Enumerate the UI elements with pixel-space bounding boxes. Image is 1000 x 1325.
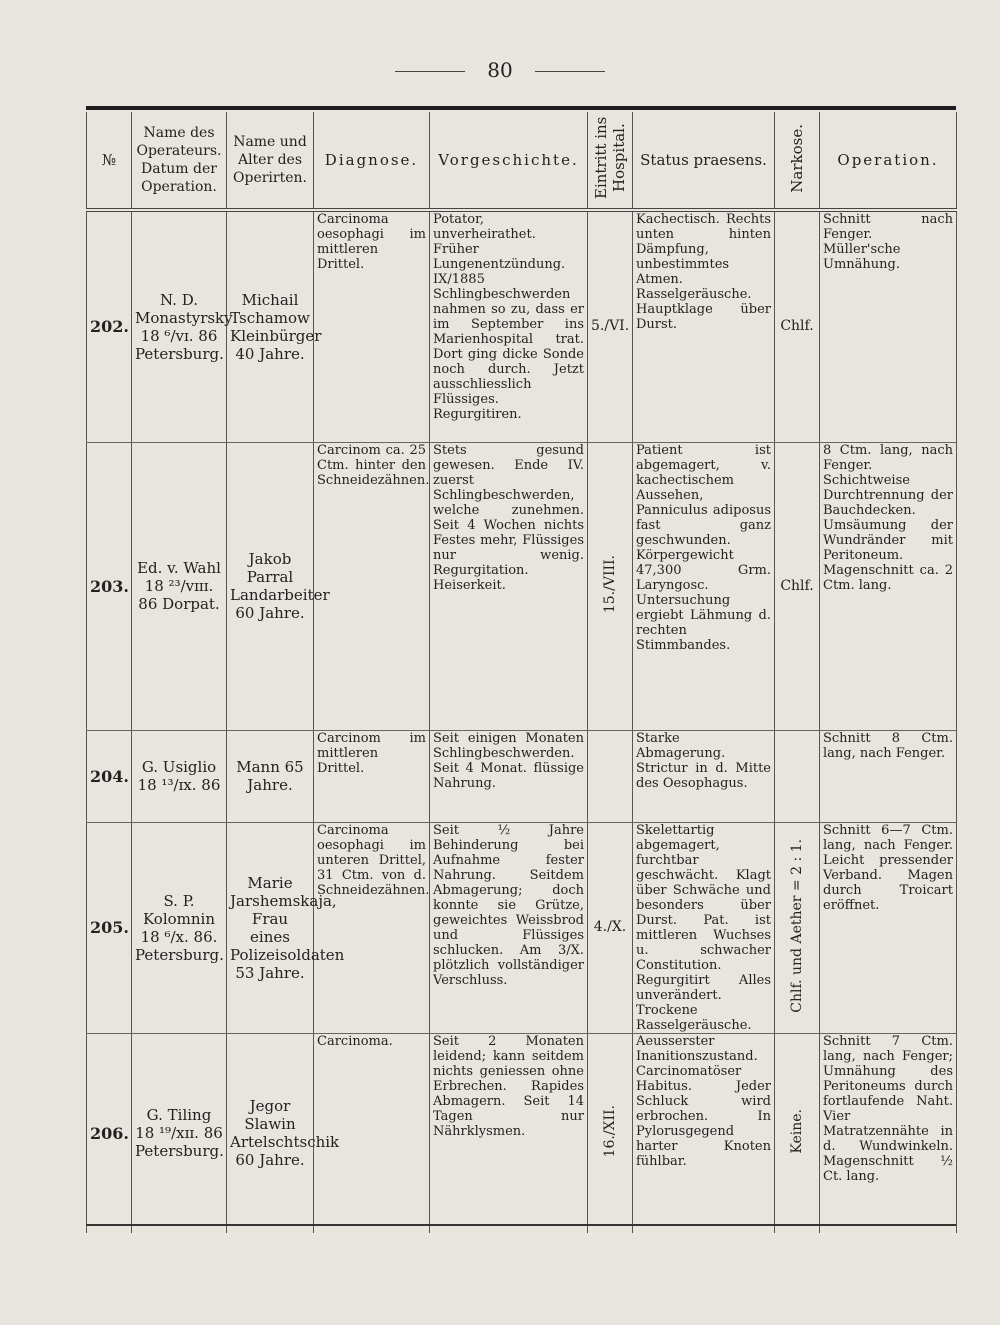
header-operator: Name des Operateurs. Datum der Operation. bbox=[132, 112, 227, 210]
row-diagnose: Carcinoma. bbox=[314, 1033, 430, 1233]
table-row bbox=[87, 442, 957, 730]
row-narcosis-text: Keine. bbox=[788, 1108, 805, 1154]
row-status: Skelettartig abgemagert, furchtbar geschwächt. Klagt über Schwäche und besonders über Durst. Pat. ist mittleren Wuchses u. schwacher Constitution. Regurgitirt Alles unverändert. Trockene Rasselgeräusche. bbox=[633, 822, 775, 1033]
row-patient: Michail Tschamow Kleinbürger 40 Jahre. bbox=[227, 210, 314, 442]
row-history: Seit einigen Monaten Schlingbeschwerden. Seit 4 Monat. flüssige Nahrung. bbox=[430, 730, 588, 822]
row-admission: 5./VI. bbox=[588, 210, 633, 442]
table-row bbox=[87, 730, 957, 822]
operations-table-wrapper bbox=[86, 106, 956, 1226]
row-admission bbox=[588, 442, 633, 730]
header-status: Status praesens. bbox=[633, 112, 775, 210]
table-row bbox=[87, 210, 957, 442]
row-operator: G. Usiglio 18 ¹³/ɪx. 86 bbox=[132, 730, 227, 822]
row-history: Potator, unverheirathet. Früher Lungenentzündung. IX/1885 Schlingbeschwerden nahmen so zu, dass er im September ins Marienhospital trat. Dort ging dicke Sonde noch durch. Jetzt ausschliesslich Flüssiges. Regurgitiren. bbox=[430, 210, 588, 442]
table-top-rule bbox=[86, 106, 956, 110]
row-number: 202. bbox=[87, 210, 132, 442]
row-patient: Mann 65 Jahre. bbox=[227, 730, 314, 822]
header-narcosis-text: Narkose. bbox=[788, 123, 806, 193]
row-narcosis bbox=[775, 730, 820, 822]
table-row bbox=[87, 1033, 957, 1233]
row-diagnose: Carcinoma oesophagi im mittleren Drittel. bbox=[314, 210, 430, 442]
row-diagnose: Carcinom ca. 25 Ctm. hinter den Schneidezähnen. bbox=[314, 442, 430, 730]
row-narcosis bbox=[775, 822, 820, 1033]
row-history: Stets gesund gewesen. Ende IV. zuerst Schlingbeschwerden, welche zunehmen. Seit 4 Wochen nichts Festes mehr, Flüssiges nur wenig. Regurgitation. Heiserkeit. bbox=[430, 442, 588, 730]
table-header-row bbox=[87, 112, 957, 210]
row-number: 206. bbox=[87, 1033, 132, 1233]
row-operator: G. Tiling 18 ¹⁹/xɪɪ. 86 Petersburg. bbox=[132, 1033, 227, 1233]
row-narcosis: Chlf. bbox=[775, 210, 820, 442]
row-admission bbox=[588, 1033, 633, 1233]
page-number-text: 80 bbox=[487, 58, 513, 82]
row-narcosis-text: Chlf. und Aether = 2 : 1. bbox=[788, 838, 805, 1013]
row-operator: S. P. Kolomnin 18 ⁶/x. 86. Petersburg. bbox=[132, 822, 227, 1033]
header-patient: Name und Alter des Operirten. bbox=[227, 112, 314, 210]
row-number: 205. bbox=[87, 822, 132, 1033]
row-status: Kachectisch. Rechts unten hinten Dämpfung, unbestimmtes Atmen. Rasselgeräusche. Hauptklage über Durst. bbox=[633, 210, 775, 442]
row-status: Patient ist abgemagert, v. kachectischem Aussehen, Panniculus adiposus fast ganz geschwunden. Körpergewicht 47,300 Grm. Laryngosc. Untersuchung ergiebt Lähmung d. rechten Stimmbandes. bbox=[633, 442, 775, 730]
row-operation: Schnitt 7 Ctm. lang, nach Fenger; Umnähung des Peritoneums durch fortlaufende Naht. Vier Matratzennähte in d. Wundwinkeln. Magenschnitt ½ Ct. lang. bbox=[820, 1033, 957, 1233]
row-status: Starke Abmagerung. Strictur in d. Mitte des Oesophagus. bbox=[633, 730, 775, 822]
row-admission-text: 15./VIII. bbox=[601, 554, 618, 614]
page-number-rule-right bbox=[535, 71, 605, 72]
row-narcosis: Chlf. bbox=[775, 442, 820, 730]
row-patient: Jegor Slawin Artelschtschik 60 Jahre. bbox=[227, 1033, 314, 1233]
row-number: 204. bbox=[87, 730, 132, 822]
row-operation: Schnitt 6—7 Ctm. lang, nach Fenger. Leicht pressender Verband. Magen durch Troicart eröffnet. bbox=[820, 822, 957, 1033]
row-status: Aeusserster Inanitionszustand. Carcinomatöser Habitus. Jeder Schluck wird erbrochen. In Pylorusgegend harter Knoten fühlbar. bbox=[633, 1033, 775, 1233]
row-number: 203. bbox=[87, 442, 132, 730]
operations-table bbox=[86, 112, 957, 1233]
row-operator: Ed. v. Wahl 18 ²³/vɪɪɪ. 86 Dorpat. bbox=[132, 442, 227, 730]
row-narcosis bbox=[775, 1033, 820, 1233]
row-history: Seit ½ Jahre Behinderung bei Aufnahme fester Nahrung. Seitdem Abmagerung; doch konnte sie Grütze, geweichtes Weissbrod und Flüssiges schlucken. Am 3/X. plötzlich vollständiger Verschluss. bbox=[430, 822, 588, 1033]
header-diagnose: Diagnose. bbox=[314, 112, 430, 210]
row-operation: 8 Ctm. lang, nach Fenger. Schichtweise Durchtrennung der Bauchdecken. Umsäumung der Wundränder mit Peritoneum. Magenschnitt ca. 2 Ctm. lang. bbox=[820, 442, 957, 730]
header-admission-text: Eintritt ins Hospital. bbox=[592, 116, 628, 200]
header-narcosis bbox=[775, 112, 820, 210]
row-history: Seit 2 Monaten leidend; kann seitdem nichts geniessen ohne Erbrechen. Rapides Abmagern. Seit 14 Tagen nur Nährklysmen. bbox=[430, 1033, 588, 1233]
page-number bbox=[0, 58, 1000, 82]
row-patient: Jakob Parral Landarbeiter 60 Jahre. bbox=[227, 442, 314, 730]
row-operation: Schnitt nach Fenger. Müller'sche Umnähung. bbox=[820, 210, 957, 442]
row-admission: 4./X. bbox=[588, 822, 633, 1033]
row-diagnose: Carcinom im mittleren Drittel. bbox=[314, 730, 430, 822]
table-bottom-rule bbox=[86, 1224, 956, 1226]
row-operation: Schnitt 8 Ctm. lang, nach Fenger. bbox=[820, 730, 957, 822]
row-patient: Marie Jarshemskaja, Frau eines Polizeisoldaten 53 Jahre. bbox=[227, 822, 314, 1033]
header-admission bbox=[588, 112, 633, 210]
row-diagnose: Carcinoma oesophagi im unteren Drittel, 31 Ctm. von d. Schneidezähnen. bbox=[314, 822, 430, 1033]
header-history: Vorgeschichte. bbox=[430, 112, 588, 210]
row-admission bbox=[588, 730, 633, 822]
page-number-rule-left bbox=[395, 71, 465, 72]
row-admission-text: 16./XII. bbox=[601, 1105, 618, 1158]
row-operator: N. D. Monastyrsky 18 ⁶/vɪ. 86 Petersburg. bbox=[132, 210, 227, 442]
header-number: № bbox=[87, 112, 132, 210]
header-operation: Operation. bbox=[820, 112, 957, 210]
table-row bbox=[87, 822, 957, 1033]
